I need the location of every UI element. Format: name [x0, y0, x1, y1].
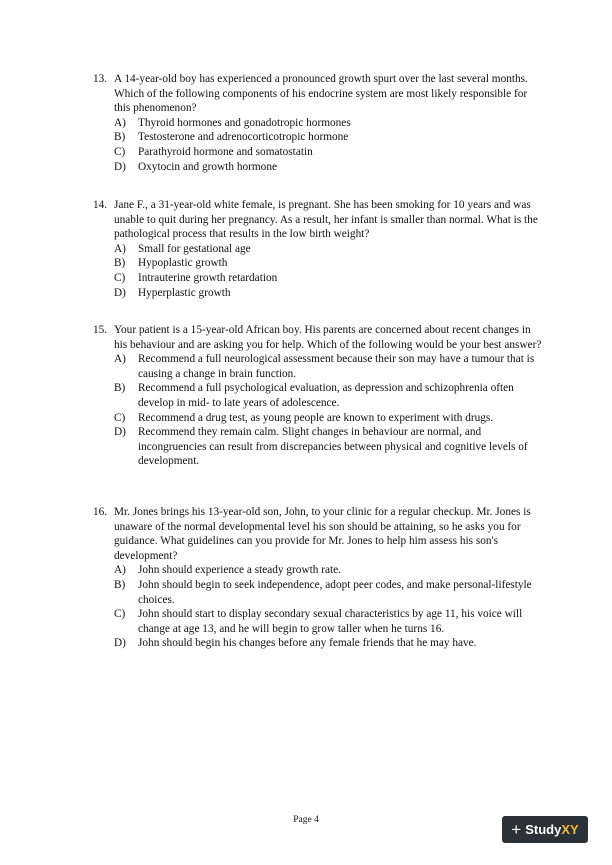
answer-option-c [114, 145, 543, 160]
question-number: 16. [93, 506, 108, 518]
option-text: Oxytocin and growth hormone [138, 160, 277, 173]
option-text: John should start to display secondary sexual characteristics by age 11, his voice will change at age 13, and he will begin to grow taller when he turns 16. [138, 608, 523, 635]
option-letter: B) [114, 578, 126, 591]
question-13 [93, 72, 543, 174]
option-text: Parathyroid hormone and somatostatin [138, 145, 313, 158]
brand-name-accent: XY [561, 822, 579, 837]
question-stem: Mr. Jones brings his 13-year-old son, John, to your clinic for a regular checkup. Mr. Jones is unaware of the normal developmental level his son should be attaining, so he asks you for guidance. What guidelines can you provide for Mr. Jones to help him assess his son's development? [114, 506, 531, 562]
option-text: Testosterone and adrenocorticotropic hormone [138, 131, 349, 144]
answer-option-a [114, 242, 543, 257]
studyxy-logo[interactable] [502, 816, 588, 843]
answer-option-c [114, 607, 543, 636]
option-letter: D) [114, 426, 126, 439]
answer-option-b [114, 381, 543, 410]
brand-name-main: Study [525, 822, 562, 837]
option-letter: C) [114, 145, 126, 158]
answer-option-d [114, 286, 543, 301]
question-stem: Your patient is a 15-year-old African boy. His parents are concerned about recent changes in his behaviour and are asking you for help. Which of the following would be your best answer? [114, 324, 542, 351]
answer-option-c [114, 411, 543, 426]
answer-options [93, 352, 543, 469]
answer-option-a [114, 116, 543, 131]
question-stem: A 14-year-old boy has experienced a pronounced growth spurt over the last several months. Which of the following components of his endocrine system are most likely responsible for this phenomenon? [114, 73, 528, 115]
question-16 [93, 505, 543, 651]
option-letter: A) [114, 116, 126, 129]
option-letter: B) [114, 131, 126, 144]
answer-option-b [114, 578, 543, 607]
option-text: Recommend they remain calm. Slight changes in behaviour are normal, and incongruencies can result from discrepancies between physical and cognitive levels of development. [138, 426, 528, 468]
option-text: Recommend a drug test, as young people are known to experiment with drugs. [138, 411, 494, 424]
question-stem: Jane F., a 31-year-old white female, is pregnant. She has been smoking for 10 years and was unable to quit during her pregnancy. As a result, her infant is smaller than normal. What is the pathological process that results in the low birth weight? [114, 199, 538, 241]
option-letter: A) [114, 242, 126, 255]
option-text: Recommend a full neurological assessment because their son may have a tumour that is causing a change in brain function. [138, 353, 535, 380]
option-text: John should begin his changes before any female friends that he may have. [138, 637, 477, 650]
answer-option-b [114, 130, 543, 145]
question-15 [93, 323, 543, 469]
option-letter: A) [114, 564, 126, 577]
plus-icon: + [511, 820, 522, 839]
option-letter: C) [114, 271, 126, 284]
option-letter: B) [114, 382, 126, 395]
option-text: John should begin to seek independence, adopt peer codes, and make personal-lifestyle choices. [138, 578, 532, 606]
option-text: Thyroid hormones and gonadotropic hormones [138, 116, 351, 129]
answer-option-c [114, 271, 543, 286]
answer-options [93, 563, 543, 651]
option-text: Small for gestational age [138, 242, 251, 255]
option-letter: C) [114, 411, 126, 424]
question-number: 13. [93, 73, 108, 85]
question-number: 15. [93, 324, 108, 336]
option-letter: C) [114, 608, 126, 621]
option-text: Hypoplastic growth [138, 257, 228, 270]
option-letter: D) [114, 637, 126, 650]
answer-options [93, 116, 543, 174]
answer-option-d [114, 425, 543, 469]
page-number: Page 4 [293, 815, 319, 825]
option-letter: A) [114, 353, 126, 366]
option-text: John should experience a steady growth rate. [138, 564, 341, 577]
option-letter: D) [114, 160, 126, 173]
option-text: Intrauterine growth retardation [138, 271, 278, 284]
option-letter: D) [114, 286, 126, 299]
answer-option-d [114, 160, 543, 175]
question-14 [93, 198, 543, 300]
answer-option-a [114, 352, 543, 381]
answer-option-b [114, 256, 543, 271]
answer-options [93, 242, 543, 300]
option-text: Recommend a full psychological evaluation, as depression and schizophrenia often develop in mid- to late years of adolescence. [138, 382, 514, 409]
answer-option-a [114, 563, 543, 578]
answer-option-d [114, 636, 543, 651]
option-text: Hyperplastic growth [138, 286, 231, 299]
question-number: 14. [93, 199, 108, 211]
option-letter: B) [114, 257, 126, 270]
